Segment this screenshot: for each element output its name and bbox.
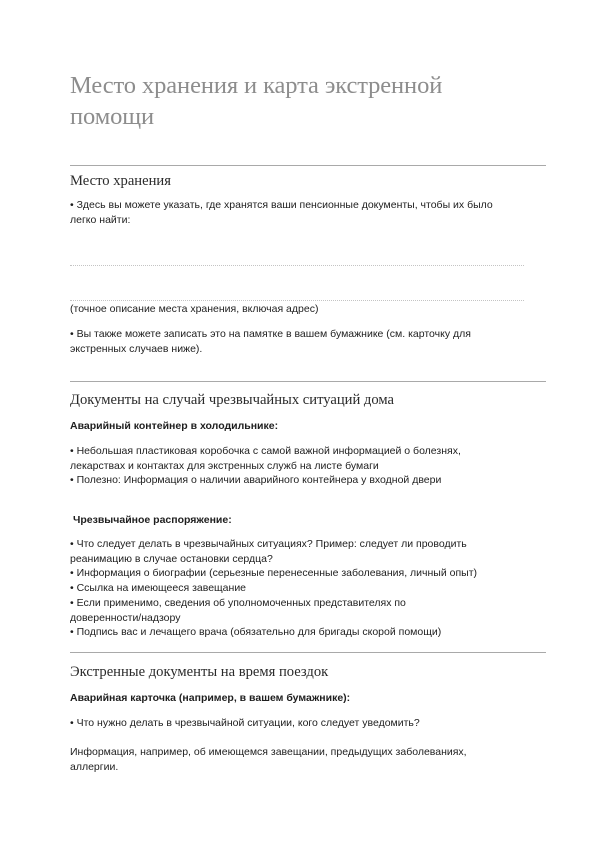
card-info-paragraph: Информация, например, об имеющемся завещании, предыдущих заболеваниях, аллергии.: [70, 746, 467, 773]
subheading-emergency-directive: Чрезвычайное распоряжение:: [73, 514, 232, 526]
section-divider-3: [70, 652, 546, 653]
subheading-emergency-card: Аварийная карточка (например, в вашем бумажнике):: [70, 692, 351, 704]
page-title: [70, 70, 540, 132]
storage-bullet-1: • Здесь вы можете указать, где хранятся ваши пенсионные документы, чтобы их было легко найти:: [70, 199, 493, 226]
directive-bullet-5: • Подпись вас и лечащего врача (обязательно для бригады скорой помощи): [70, 626, 442, 638]
directive-bullet-2: • Информация о биографии (серьезные перенесенные заболевания, личный опыт): [70, 567, 478, 579]
section-heading-storage: Место хранения: [70, 173, 171, 189]
section-divider-2: [70, 381, 546, 382]
fill-in-line-2: [70, 300, 524, 301]
directive-bullet-1: • Что следует делать в чрезвычайных ситуациях? Пример: следует ли проводить реанимацию в случае остановки сердца?: [70, 538, 467, 565]
directive-bullet-3: • Ссылка на имеющееся завещание: [70, 582, 247, 594]
fridge-bullet-2: • Полезно: Информация о наличии аварийного контейнера у входной двери: [70, 474, 442, 486]
fridge-bullet-1: • Небольшая пластиковая коробочка с самой важной информацией о болезнях, лекарствах и контактах для экстренных служб на листе бумаги: [70, 445, 461, 472]
page-title-line-1: Место хранения и карта экстренной: [70, 72, 443, 99]
section-heading-travel-emergency: Экстренные документы на время поездок: [70, 664, 329, 680]
fill-in-line-1: [70, 265, 524, 266]
section-heading-home-emergency: Документы на случай чрезвычайных ситуаций дома: [70, 392, 394, 408]
storage-bullet-2: • Вы также можете записать это на памятке в вашем бумажнике (см. карточку для экстренных случаев ниже).: [70, 328, 471, 355]
page-title-line-2: помощи: [70, 103, 155, 130]
subheading-fridge-container: Аварийный контейнер в холодильнике:: [70, 420, 279, 432]
storage-caption: (точное описание места хранения, включая адрес): [70, 303, 319, 315]
card-bullet-1: • Что нужно делать в чрезвычайной ситуации, кого следует уведомить?: [70, 717, 420, 729]
directive-bullet-4: • Если применимо, сведения об уполномоченных представителях по доверенности/надзору: [70, 597, 406, 624]
section-divider-1: [70, 165, 546, 166]
